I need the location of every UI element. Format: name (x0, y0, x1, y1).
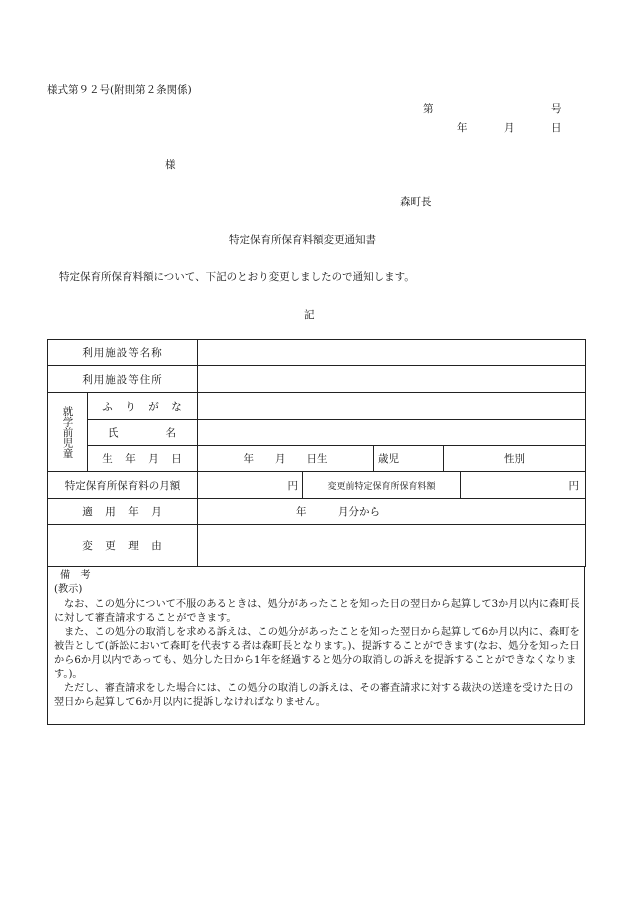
monthly-fee-yen[interactable]: 円 (198, 472, 303, 499)
name-label: 氏 名 (88, 420, 198, 446)
form-number: 様式第９２号(附則第２条関係) (47, 84, 192, 96)
applied-month-value[interactable]: 年 月分から (198, 499, 586, 525)
change-reason-label: 変 更 理 由 (48, 525, 198, 567)
doc-number-prefix: 第 (423, 103, 434, 115)
change-reason-value[interactable] (198, 525, 586, 567)
note-paragraph-3: ただし、審査請求をした場合には、この処分の取消しの訴えは、その審査請求に対する裁決の送達を受けた日の翌日から起算して6か月以内に提訴しなければなりません。 (54, 683, 574, 708)
child-group-cell (48, 393, 88, 472)
furigana-value[interactable] (198, 393, 586, 420)
facility-name-label: 利用施設等名称 (48, 340, 198, 366)
recipient-honorific: 様 (165, 159, 176, 171)
furigana-label: ふ り が な (88, 393, 198, 420)
facility-address-label: 利用施設等住所 (48, 366, 198, 393)
note-paragraph-1: なお、この処分について不服のあるときは、処分があったことを知った日の翌日から起算して3か月以内に森町長に対して審査請求することができます。 (54, 599, 580, 624)
bikou-label: 備 考 (60, 570, 91, 581)
date-month: 月 (504, 122, 515, 134)
document-title: 特定保育所保育料額変更通知書 (229, 234, 376, 246)
notes-box (47, 567, 585, 725)
facility-name-value[interactable] (198, 340, 586, 366)
notice-form-table (47, 339, 586, 567)
applied-month-label: 適 用 年 月 (48, 499, 198, 525)
prev-fee-yen[interactable]: 円 (461, 472, 586, 499)
doc-number-suffix: 号 (551, 103, 562, 115)
monthly-fee-label: 特定保育所保育料の月額 (48, 472, 198, 499)
issuer: 森町長 (400, 196, 432, 208)
facility-address-value[interactable] (198, 366, 586, 393)
note-paragraph-2: また、この処分の取消しを求める訴えは、この処分があったことを知った翌日から起算して6か月以内に、森町を被告として(訴訟において森町を代表する者は森町長となります。)、提訴することができます(なお、処分を知った日から6か月以内であっても、処分した日から1年を経過すると処分の取消しの訴えを提訴することができなくなります。)。 (54, 627, 580, 680)
lead-text: 特定保育所保育料額について、下記のとおり変更しましたので通知します。 (59, 271, 415, 283)
date-day: 日 (551, 122, 562, 134)
ki-heading: 記 (304, 309, 315, 321)
prev-fee-label: 変更前特定保育所保育料額 (303, 472, 461, 499)
date-year: 年 (457, 122, 468, 134)
age-unit: 歳児 (374, 446, 444, 472)
child-group-label: 就学前児童 (61, 405, 74, 459)
name-value[interactable] (198, 420, 586, 446)
birth-date-value[interactable]: 年 月 日生 (198, 446, 374, 472)
kyouji-label: (教示) (54, 584, 83, 595)
sex-label: 性別 (444, 446, 586, 472)
birth-label: 生 年 月 日 (88, 446, 198, 472)
